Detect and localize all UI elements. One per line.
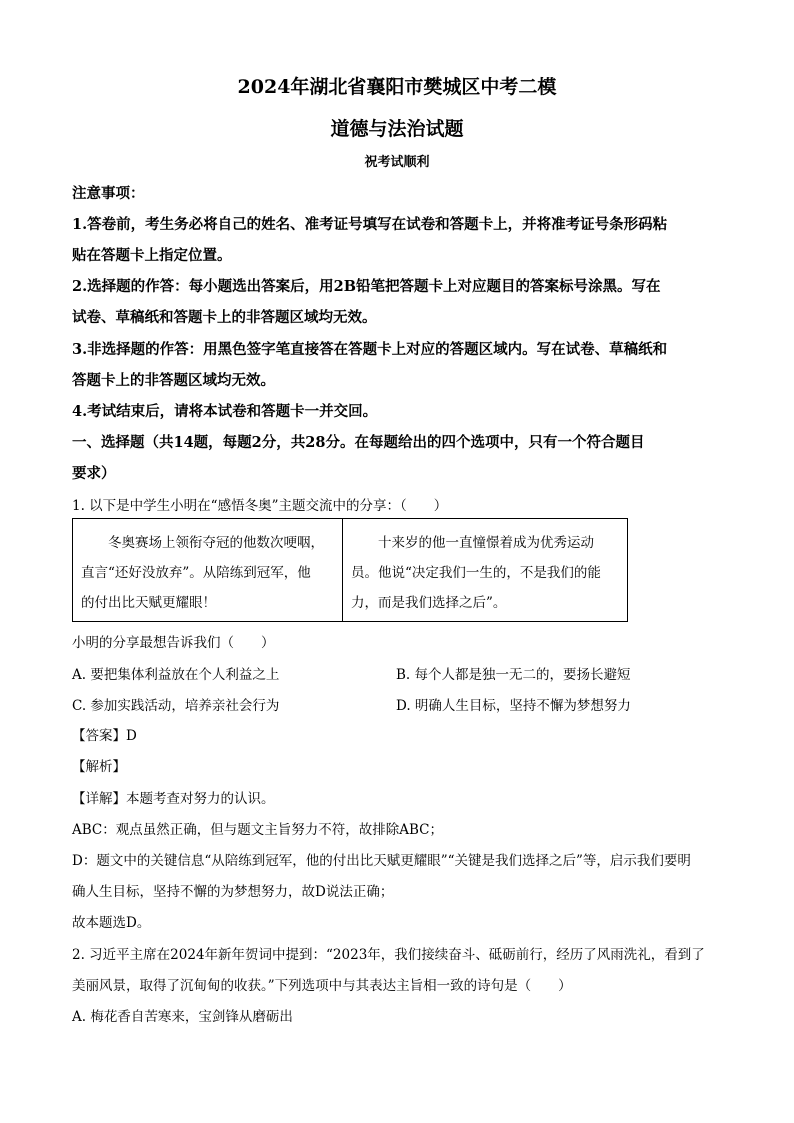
q1-answer (72, 724, 137, 744)
q1-question: 小明的分享最想告诉我们（ ） (72, 635, 275, 651)
table-text-line: 十来岁的他一直憧憬着成为优秀运动 (351, 535, 594, 551)
note-line: 1.答卷前，考生务必将自己的姓名、准考证号填写在试卷和答题卡上，并将准考证号条形码粘 (72, 216, 668, 233)
q2-stem-line: 2. 习近平主席在2024年新年贺词中提到：“2023年，我们接续奋斗、砥砺前行，经历了风雨洗礼，看到了 (72, 947, 705, 963)
q1-analysis-tag: 【解析】 (72, 759, 126, 775)
section-heading: 一、选择题（共14题，每题2分，共28分。在每题给出的四个选项中，只有一个符合题目 (72, 434, 645, 451)
q2-option-a: A. 梅花香自苦寒来，宝剑锋从磨砺出 (72, 1009, 293, 1025)
table-text-line: 员。他说“决定我们一生的，不是我们的能 (351, 565, 601, 581)
q1-table (72, 518, 628, 622)
table-text-line: 冬奥赛场上领衔夺冠的他数次哽咽， (81, 535, 324, 551)
q1-option-c: C. 参加实践活动，培养亲社会行为 (72, 698, 280, 714)
answer-tag: 【答案】 (72, 728, 126, 744)
explain-line: 确人生目标，坚持不懈的为梦想努力，故D说法正确； (72, 884, 394, 900)
detail-tag: 【详解】 (72, 791, 126, 807)
explain-line: 故本题选D。 (72, 915, 151, 931)
q1-stem: 1. 以下是中学生小明在“感悟冬奥”主题交流中的分享：（ ） (72, 498, 448, 514)
subject-title: 道德与法治试题 (330, 118, 464, 140)
explain-line: ABC：观点虽然正确，但与题文主旨努力不符，故排除ABC； (72, 822, 443, 838)
table-text-line: 力，而是我们选择之后”。 (351, 595, 507, 611)
q1-detail (72, 787, 275, 807)
q1-option-b: B. 每个人都是独一无二的，要扬长避短 (396, 667, 631, 683)
detail-text: 本题考查对努力的认识。 (126, 791, 275, 807)
good-luck-text: 祝考试顺利 (364, 155, 430, 170)
note-line: 4.考试结束后，请将本试卷和答题卡一并交回。 (72, 403, 378, 420)
q2-stem-line: 美丽风景，取得了沉甸甸的收获。”下列选项中与其表达主旨相一致的诗句是（ ） (72, 978, 572, 994)
q1-option-a: A. 要把集体利益放在个人利益之上 (72, 667, 280, 683)
table-text-line: 的付出比天赋更耀眼！ (81, 595, 216, 611)
table-text-line: 直言“还好没放弃”。从陪练到冠军，他 (81, 565, 311, 581)
note-line: 答题卡上的非答题区域均无效。 (72, 372, 275, 389)
explain-line: D：题文中的关键信息“从陪练到冠军，他的付出比天赋更耀眼”“关键是我们选择之后”等，启示我们要明 (72, 853, 691, 869)
exam-title: 2024年湖北省襄阳市樊城区中考二模 (237, 76, 557, 98)
section-heading: 要求） (72, 465, 116, 482)
notes-heading: 注意事项： (72, 185, 145, 202)
note-line: 贴在答题卡上指定位置。 (72, 247, 232, 264)
answer-value: D (126, 728, 137, 744)
q1-table-right-cell (343, 519, 627, 621)
note-line: 3.非选择题的作答：用黑色签字笔直接答在答题卡上对应的答题区域内。写在试卷、草稿纸和 (72, 341, 668, 358)
q1-option-d: D. 明确人生目标，坚持不懈为梦想努力 (396, 698, 631, 714)
note-line: 试卷、草稿纸和答题卡上的非答题区域均无效。 (72, 309, 377, 326)
note-line: 2.选择题的作答：每小题选出答案后，用2B铅笔把答题卡上对应题目的答案标号涂黑。写在 (72, 278, 661, 295)
q1-table-left-cell (73, 519, 343, 621)
